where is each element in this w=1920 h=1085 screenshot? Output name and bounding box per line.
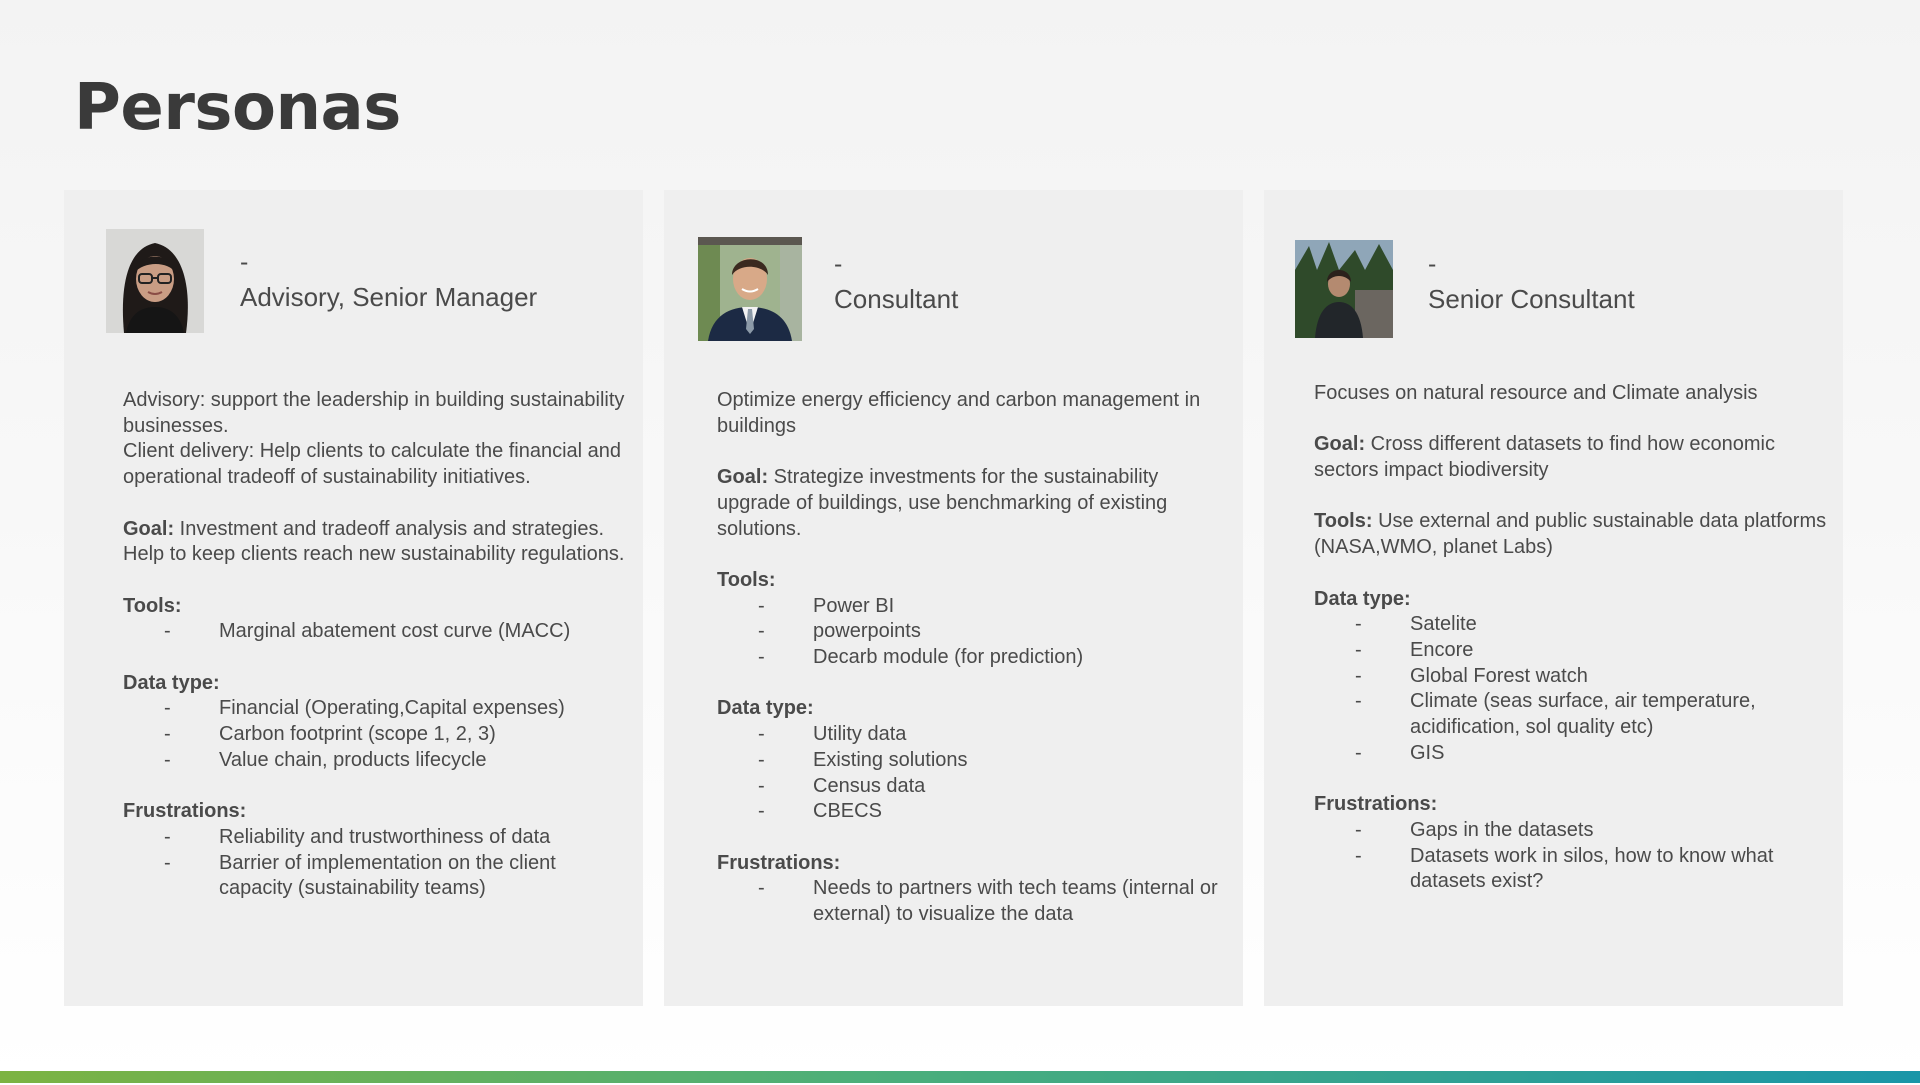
data-type-list xyxy=(717,722,1227,825)
footer-accent-bar xyxy=(0,1071,1920,1083)
list-item: - Global Forest watch xyxy=(1314,664,1827,690)
goal-label: Goal: xyxy=(1314,433,1366,456)
list-item: - Marginal abatement cost curve (MACC) xyxy=(123,619,627,645)
list-item: - Utility data xyxy=(717,722,1227,748)
summary-line: Focuses on natural resource and Climate analysis xyxy=(1314,382,1758,404)
data-type-list xyxy=(1314,612,1827,766)
data-type-label: Data type: xyxy=(717,697,814,720)
persona-details xyxy=(123,388,627,902)
persona-card-senior-consultant xyxy=(1264,190,1843,1006)
frustrations-label: Frustrations: xyxy=(717,851,841,874)
tools-label: Tools: xyxy=(1314,510,1373,533)
persona-photo-icon xyxy=(1295,240,1393,338)
goal-label: Goal: xyxy=(123,517,175,540)
tools-label: Tools: xyxy=(123,594,182,617)
data-type-list xyxy=(123,696,627,773)
list-item: - Decarb module (for prediction) xyxy=(717,645,1227,671)
frustrations-label: Frustrations: xyxy=(123,800,247,823)
tools-list xyxy=(123,619,627,645)
list-item: - Reliability and trustworthiness of data xyxy=(123,825,627,851)
summary-line: Advisory: support the leadership in building sustainability businesses. xyxy=(123,389,625,437)
tools-label: Tools: xyxy=(717,568,776,591)
persona-photo-icon xyxy=(698,237,802,341)
frustrations-list xyxy=(717,876,1227,927)
tools-value: Use external and public sustainable data platforms (NASA,WMO, planet Labs) xyxy=(1314,510,1827,559)
list-item: - Encore xyxy=(1314,638,1827,664)
persona-card-advisory-senior-manager xyxy=(64,190,643,1006)
goal-value: Investment and tradeoff analysis and strategies. Help to keep clients reach new sustainability regulations. xyxy=(123,517,625,566)
persona-name-dash: - xyxy=(240,248,249,276)
list-item: - Financial (Operating,Capital expenses) xyxy=(123,696,627,722)
list-item: - Gaps in the datasets xyxy=(1314,818,1827,844)
data-type-label: Data type: xyxy=(123,671,220,694)
tools-list xyxy=(717,594,1227,671)
persona-name-dash: - xyxy=(1428,250,1437,278)
tools-text xyxy=(1314,509,1827,560)
persona-name-dash: - xyxy=(834,250,843,278)
persona-details xyxy=(717,388,1227,928)
page-title: Personas xyxy=(74,71,401,145)
goal-value: Cross different datasets to find how economic sectors impact biodiversity xyxy=(1314,433,1775,482)
list-item: - Barrier of implementation on the client capacity (sustainability teams) xyxy=(123,851,627,902)
summary-line: Optimize energy efficiency and carbon management in buildings xyxy=(717,389,1201,437)
list-item: - Value chain, products lifecycle xyxy=(123,748,627,774)
persona-role: Advisory, Senior Manager xyxy=(240,282,538,312)
avatar xyxy=(698,237,802,341)
list-item: - Needs to partners with tech teams (internal or external) to visualize the data xyxy=(717,876,1227,927)
frustrations-label: Frustrations: xyxy=(1314,793,1438,816)
list-item: - GIS xyxy=(1314,741,1827,767)
persona-photo-icon xyxy=(106,229,204,333)
persona-details xyxy=(1314,381,1827,895)
persona-role: Senior Consultant xyxy=(1428,284,1635,314)
list-item: - Census data xyxy=(717,774,1227,800)
list-item: - Existing solutions xyxy=(717,748,1227,774)
list-item: - Power BI xyxy=(717,594,1227,620)
goal-value: Strategize investments for the sustainability upgrade of buildings, use benchmarking of existing solutions. xyxy=(717,466,1168,540)
list-item: - Satelite xyxy=(1314,612,1827,638)
data-type-label: Data type: xyxy=(1314,587,1411,610)
list-item: - Datasets work in silos, how to know what datasets exist? xyxy=(1314,844,1827,895)
goal-label: Goal: xyxy=(717,466,769,489)
goal-text xyxy=(1314,432,1827,483)
avatar xyxy=(106,229,204,333)
frustrations-list xyxy=(123,825,627,902)
persona-card-consultant xyxy=(664,190,1243,1006)
goal-text xyxy=(717,465,1227,542)
list-item: - powerpoints xyxy=(717,619,1227,645)
avatar xyxy=(1295,240,1393,338)
frustrations-list xyxy=(1314,818,1827,895)
persona-role: Consultant xyxy=(834,284,959,314)
list-item: - CBECS xyxy=(717,799,1227,825)
summary-line: Client delivery: Help clients to calculate the financial and operational tradeoff of sustainability initiatives. xyxy=(123,440,622,489)
goal-text xyxy=(123,517,627,568)
list-item: - Climate (seas surface, air temperature, acidification, sol quality etc) xyxy=(1314,689,1827,740)
list-item: - Carbon footprint (scope 1, 2, 3) xyxy=(123,722,627,748)
